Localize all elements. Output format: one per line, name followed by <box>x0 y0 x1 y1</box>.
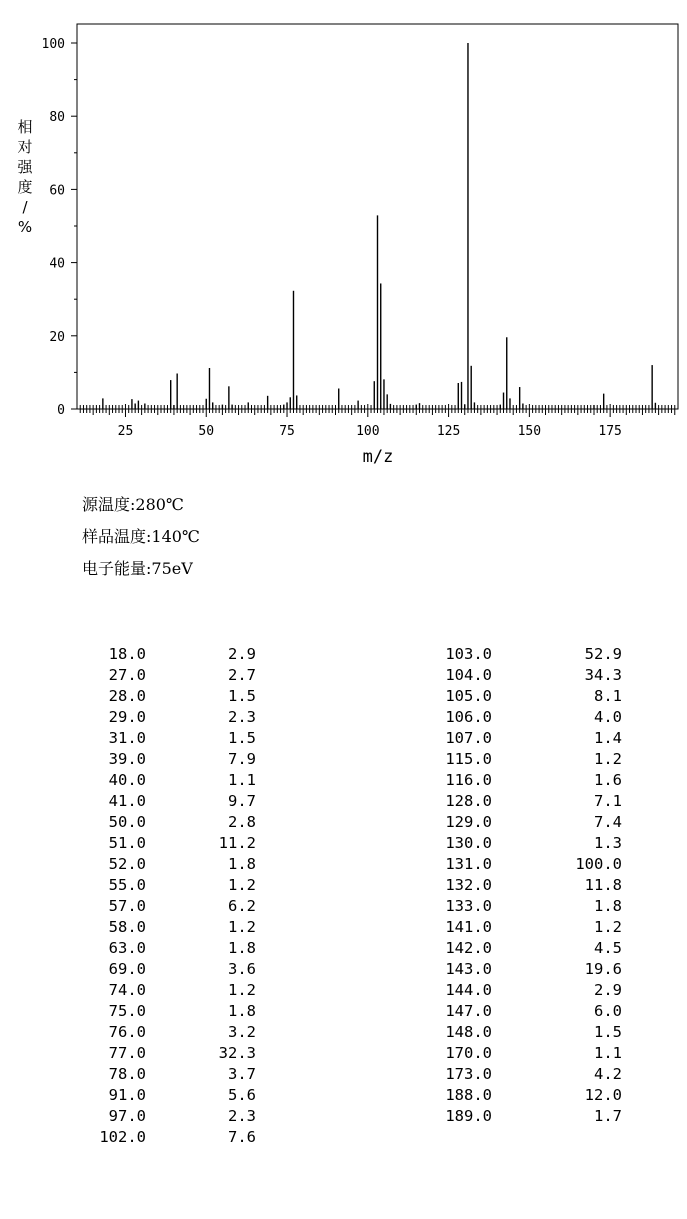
abundance-value: 5.6 <box>228 1086 256 1104</box>
mz-value: 130.0 <box>445 834 492 852</box>
mz-value: 77.0 <box>108 1044 146 1062</box>
x-tick-label: 25 <box>117 424 134 439</box>
mz-value: 76.0 <box>108 1023 146 1041</box>
mz-value: 91.0 <box>108 1086 146 1104</box>
abundance-value: 6.0 <box>594 1002 622 1020</box>
abundance-value: 1.2 <box>228 918 256 936</box>
mz-value: 39.0 <box>108 750 146 768</box>
mz-value: 31.0 <box>108 729 146 747</box>
mz-value: 189.0 <box>445 1107 492 1125</box>
abundance-value: 1.1 <box>228 771 256 789</box>
abundance-value: 11.8 <box>584 876 622 894</box>
abundance-value: 3.6 <box>228 960 256 978</box>
abundance-value: 3.2 <box>228 1023 256 1041</box>
abundance-value: 1.5 <box>228 687 256 705</box>
mz-value: 143.0 <box>445 960 492 978</box>
mz-value: 29.0 <box>108 708 146 726</box>
mz-value: 131.0 <box>445 855 492 873</box>
y-axis-label: 相对强度/ % <box>17 118 33 236</box>
abundance-value: 1.6 <box>594 771 622 789</box>
electron-energy: 电子能量:75eV <box>82 559 193 578</box>
abundance-value: 7.4 <box>594 813 622 831</box>
abundance-value: 6.2 <box>228 897 256 915</box>
abundance-value: 32.3 <box>218 1044 256 1062</box>
mz-value: 106.0 <box>445 708 492 726</box>
x-axis-label: m/z <box>362 447 394 467</box>
abundance-value: 4.5 <box>594 939 622 957</box>
mz-value: 104.0 <box>445 666 492 684</box>
mz-value: 69.0 <box>108 960 146 978</box>
abundance-value: 12.0 <box>584 1086 622 1104</box>
abundance-value: 2.3 <box>228 1107 256 1125</box>
mz-value: 105.0 <box>445 687 492 705</box>
abundance-value: 19.6 <box>584 960 622 978</box>
mz-value: 170.0 <box>445 1044 492 1062</box>
mz-value: 63.0 <box>108 939 146 957</box>
mz-value: 102.0 <box>99 1128 146 1146</box>
abundance-value: 2.7 <box>228 666 256 684</box>
mz-value: 41.0 <box>108 792 146 810</box>
mz-value: 103.0 <box>445 645 492 663</box>
mz-value: 115.0 <box>445 750 492 768</box>
mz-value: 128.0 <box>445 792 492 810</box>
mass-spectrum-chart <box>0 0 687 475</box>
mz-value: 74.0 <box>108 981 146 999</box>
mz-value: 107.0 <box>445 729 492 747</box>
abundance-value: 3.7 <box>228 1065 256 1083</box>
abundance-value: 1.2 <box>228 876 256 894</box>
mz-value: 52.0 <box>108 855 146 873</box>
y-tick-label: 0 <box>57 403 65 418</box>
mz-value: 40.0 <box>108 771 146 789</box>
mz-value: 147.0 <box>445 1002 492 1020</box>
mz-value: 188.0 <box>445 1086 492 1104</box>
y-tick-label: 60 <box>49 183 65 199</box>
x-tick-label: 175 <box>598 424 622 439</box>
abundance-value: 1.2 <box>594 750 622 768</box>
mz-value: 144.0 <box>445 981 492 999</box>
mz-value: 132.0 <box>445 876 492 894</box>
abundance-value: 1.5 <box>594 1023 622 1041</box>
y-tick-label: 80 <box>49 110 65 126</box>
x-tick-label: 50 <box>198 424 215 439</box>
abundance-value: 2.8 <box>228 813 256 831</box>
abundance-value: 1.2 <box>594 918 622 936</box>
abundance-value: 2.3 <box>228 708 256 726</box>
abundance-value: 1.8 <box>228 855 256 873</box>
mz-value: 97.0 <box>108 1107 146 1125</box>
mz-value: 129.0 <box>445 813 492 831</box>
abundance-value: 1.2 <box>228 981 256 999</box>
abundance-value: 2.9 <box>228 645 256 663</box>
sample-temperature: 样品温度:140℃ <box>82 527 200 546</box>
mz-value: 78.0 <box>108 1065 146 1083</box>
y-tick-label: 40 <box>49 256 65 272</box>
x-tick-label: 100 <box>356 424 380 439</box>
abundance-value: 1.3 <box>594 834 622 852</box>
mz-value: 58.0 <box>108 918 146 936</box>
mz-value: 57.0 <box>108 897 146 915</box>
abundance-value: 11.2 <box>218 834 256 852</box>
x-tick-label: 150 <box>517 424 542 439</box>
mz-value: 75.0 <box>108 1002 146 1020</box>
mz-value: 18.0 <box>108 645 146 663</box>
peak-bars <box>103 43 656 409</box>
abundance-value: 1.8 <box>228 939 256 957</box>
y-axis-ticks <box>42 37 77 418</box>
abundance-value: 7.9 <box>228 750 256 768</box>
abundance-value: 100.0 <box>575 855 622 873</box>
source-temperature: 源温度:280℃ <box>82 495 184 514</box>
abundance-value: 1.4 <box>594 729 622 747</box>
abundance-value: 1.1 <box>594 1044 622 1062</box>
mz-value: 148.0 <box>445 1023 492 1041</box>
abundance-value: 4.2 <box>594 1065 622 1083</box>
mz-value: 173.0 <box>445 1065 492 1083</box>
abundance-value: 4.0 <box>594 708 622 726</box>
mz-value: 28.0 <box>108 687 146 705</box>
abundance-value: 9.7 <box>228 792 256 810</box>
abundance-value: 1.8 <box>594 897 622 915</box>
x-tick-label: 75 <box>279 424 295 439</box>
mz-value: 27.0 <box>108 666 146 684</box>
mz-value: 55.0 <box>108 876 146 894</box>
abundance-value: 52.9 <box>584 645 622 663</box>
x-tick-label: 125 <box>436 424 461 439</box>
acquisition-conditions <box>82 492 200 588</box>
abundance-value: 1.7 <box>594 1107 622 1125</box>
abundance-value: 8.1 <box>594 687 622 705</box>
y-tick-label: 20 <box>49 329 65 345</box>
mz-value: 51.0 <box>108 834 146 852</box>
abundance-value: 7.6 <box>228 1128 256 1146</box>
mz-value: 133.0 <box>445 897 492 915</box>
abundance-value: 7.1 <box>594 792 622 810</box>
y-tick-label: 100 <box>41 37 65 52</box>
abundance-value: 1.5 <box>228 729 256 747</box>
mz-value: 50.0 <box>108 813 146 831</box>
abundance-value: 34.3 <box>584 666 622 684</box>
abundance-value: 2.9 <box>594 981 622 999</box>
mz-value: 116.0 <box>445 771 492 789</box>
mz-value: 141.0 <box>445 918 492 936</box>
mz-value: 142.0 <box>445 939 492 957</box>
abundance-value: 1.8 <box>228 1002 256 1020</box>
